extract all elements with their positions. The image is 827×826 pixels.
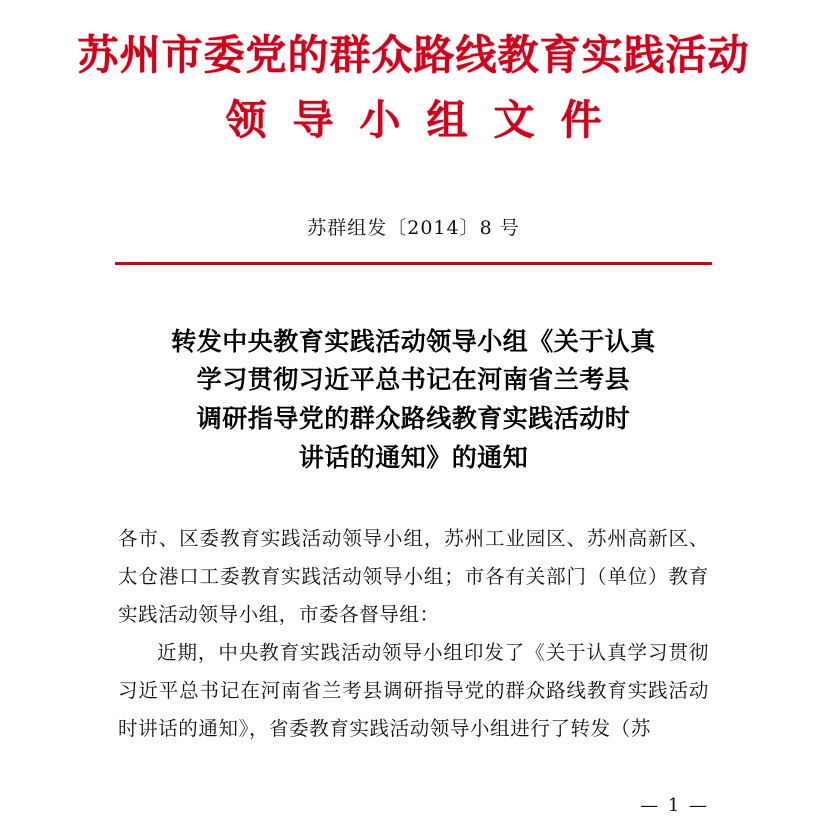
- document-title-line-3: 调研指导党的群众路线教育实践活动时: [196, 404, 631, 433]
- masthead-line-1: 苏州市委党的群众路线教育实践活动: [77, 31, 750, 79]
- page-number: — 1 —: [640, 795, 709, 816]
- body-paragraph-2: 近期，中央教育实践活动领导小组印发了《关于认真学习贯彻习近平总书记在河南省兰考县调研指导党的群众路线教育实践活动时讲话的通知》，省委教育实践活动领导小组进行了转发（苏: [118, 640, 709, 740]
- body-paragraph-1: 各市、区委教育实践活动领导小组，苏州工业园区、苏州高新区、太仓港口工委教育实践活动领导小组；市各有关部门（单位）教育实践活动领导小组，市委各督导组：: [118, 526, 709, 626]
- document-number: 苏群组发〔2014〕8 号: [307, 216, 520, 239]
- document-title-line-4: 讲话的通知》的通知: [298, 442, 529, 472]
- document-title-line-2: 学习贯彻习近平总书记在河南省兰考县: [196, 365, 631, 395]
- document-masthead: [0, 0, 827, 147]
- red-divider-rule: [115, 262, 712, 265]
- document-title: [0, 323, 827, 478]
- document-body: [118, 520, 709, 748]
- document-title-line-1: 转发中央教育实践活动领导小组《关于认真: [171, 326, 656, 356]
- masthead-line-2: 领导小组文件: [225, 96, 628, 145]
